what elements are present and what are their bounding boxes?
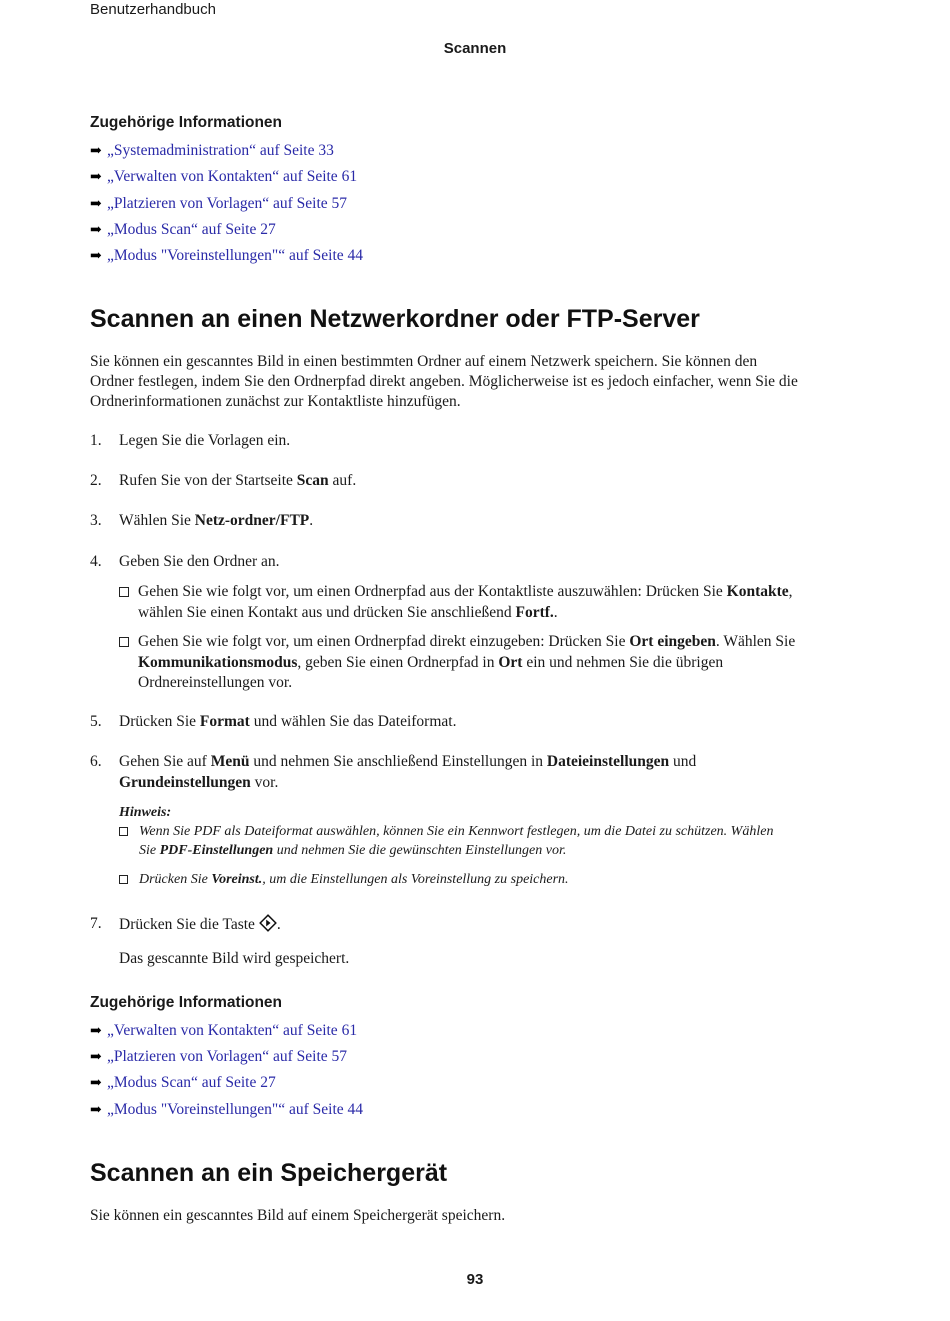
bullet-text: Gehen Sie wie folgt vor, um einen Ordnerpfad direkt einzugeben: Drücken Sie Ort eingeben. Wählen Sie Kommunikationsmodus, geben Sie einen Ordnerpfad in Ort ein und nehmen Sie die übrigen Ordnereinstellungen vor. [138,633,796,691]
link-text[interactable]: „Modus "Voreinstellungen"“ auf Seite 44 [107,1101,364,1118]
arrow-right-icon: ➡ [90,1075,102,1091]
arrow-right-icon: ➡ [90,248,102,264]
intro-paragraph: Sie können ein gescanntes Bild auf einem Speichergerät speichern. [90,1207,506,1224]
arrow-right-icon: ➡ [90,169,102,185]
link-text[interactable]: „Modus Scan“ auf Seite 27 [107,221,276,238]
section-header: Scannen [443,40,507,57]
link-text[interactable]: „Platzieren von Vorlagen“ auf Seite 57 [107,1048,348,1065]
link-text[interactable]: „Platzieren von Vorlagen“ auf Seite 57 [107,195,348,212]
step-text: Wählen Sie Netz-ordner/FTP. [119,512,314,529]
link-text[interactable]: „Modus "Voreinstellungen"“ auf Seite 44 [107,247,364,264]
section-heading: Scannen an ein Speichergerät [90,1159,448,1187]
section-heading: Scannen an einen Netzwerkordner oder FTP-Server [90,305,700,333]
note-text: Drücken Sie Voreinst., um die Einstellungen als Voreinstellung zu speichern. [139,872,569,887]
link-text[interactable]: „Systemadministration“ auf Seite 33 [107,142,334,159]
checkbox-bullet-icon [119,827,128,836]
arrow-right-icon: ➡ [90,1023,102,1039]
link-text[interactable]: „Verwalten von Kontakten“ auf Seite 61 [107,1022,358,1039]
ui-term: Netz-ordner/FTP [194,512,310,529]
step-result: Das gescannte Bild wird gespeichert. [119,949,350,967]
ui-term: Scan [296,472,329,489]
paragraph-line: Ordnerinformationen zunächst zur Kontaktliste hinzufügen. [90,393,461,410]
step-number: 1. [90,432,102,449]
step-number: 5. [90,713,102,730]
arrow-right-icon: ➡ [90,1049,102,1065]
paragraph-line: Ordner festlegen, indem Sie den Ordnerpfad direkt angeben. Möglicherweise ist es jedoch einfacher, wenn Sie die [90,373,798,390]
arrow-right-icon: ➡ [90,143,102,159]
document-title: Benutzerhandbuch [90,1,216,18]
related-link[interactable] [90,1071,276,1095]
related-link[interactable] [90,218,276,242]
note-text: Wenn Sie PDF als Dateiformat auswählen, können Sie ein Kennwort festlegen, um die Datei zu schützen. Wählen Sie PDF-Einstellungen und nehmen Sie die gewünschten Einstellungen vor. [139,824,774,858]
link-text[interactable]: „Modus Scan“ auf Seite 27 [107,1074,276,1091]
checkbox-bullet-icon [119,875,128,884]
related-link[interactable] [90,192,347,216]
step-number: 2. [90,472,102,489]
checkbox-bullet-icon [119,637,129,647]
step-number: 3. [90,512,102,529]
related-info-heading: Zugehörige Informationen [90,114,283,131]
related-link[interactable] [90,1098,363,1122]
step-text: Rufen Sie von der Startseite Scan auf. [119,472,357,489]
page-number: 93 [466,1271,484,1288]
related-link[interactable] [90,139,334,163]
related-link[interactable] [90,244,363,268]
bullet-text: Gehen Sie wie folgt vor, um einen Ordnerpfad aus der Kontaktliste auszuwählen: Drücken Sie Kontakte, wählen Sie einen Kontakt aus und drücken Sie anschließend Fortf.. [138,583,793,621]
note-label: Hinweis: [119,805,172,820]
arrow-right-icon: ➡ [90,222,102,238]
arrow-right-icon: ➡ [90,1102,102,1118]
related-info-heading: Zugehörige Informationen [90,994,283,1011]
step-text: Legen Sie die Vorlagen ein. [119,432,291,449]
start-button-icon [259,914,277,939]
ui-term: Format [199,713,250,730]
link-text[interactable]: „Verwalten von Kontakten“ auf Seite 61 [107,168,358,185]
checkbox-bullet-icon [119,587,129,597]
step-number: 4. [90,553,102,570]
related-link[interactable] [90,1019,357,1043]
intro-paragraph [90,352,860,412]
step-number: 6. [90,753,102,770]
step-text: Drücken Sie die Taste . Das gescannte Bild wird gespeichert. [119,914,859,969]
step-text: Gehen Sie auf Menü und nehmen Sie anschließend Einstellungen in Dateieinstellungen und Grundeinstellungen vor. [119,753,697,791]
step-text: Drücken Sie Format und wählen Sie das Dateiformat. [119,713,457,730]
arrow-right-icon: ➡ [90,196,102,212]
step-number: 7. [90,915,102,932]
related-link[interactable] [90,165,357,189]
related-link[interactable] [90,1045,347,1069]
paragraph-line: Sie können ein gescanntes Bild in einen bestimmten Ordner auf einem Netzwerk speichern. Sie können den [90,353,758,370]
step-text: Geben Sie den Ordner an. [119,553,280,570]
